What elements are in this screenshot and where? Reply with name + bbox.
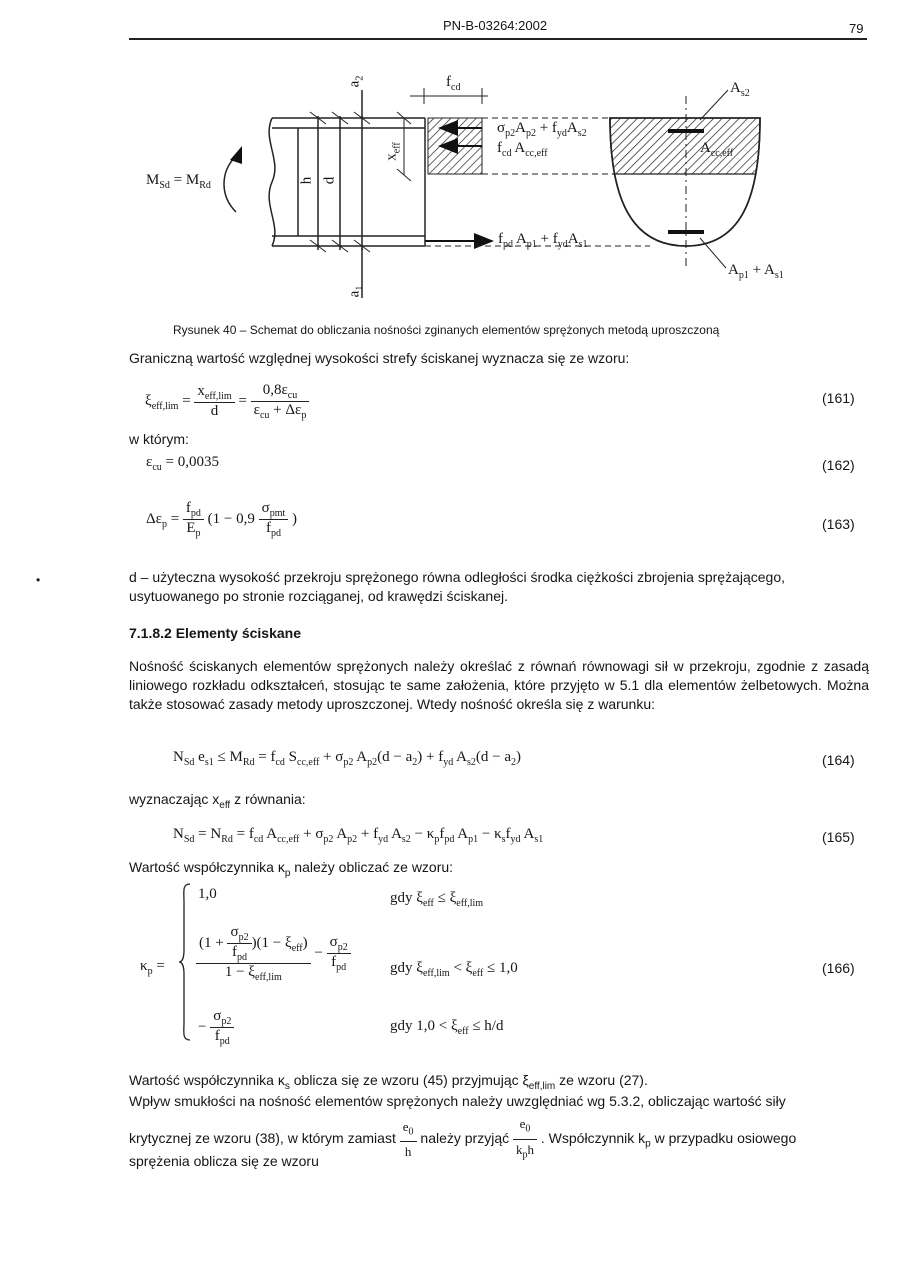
- figure-caption: Rysunek 40 – Schemat do obliczania nośności zginanych elementów sprężonych metodą uproszczoną: [173, 323, 720, 337]
- eq166-case3-expression: − $\frac{\sigma_{p2}}{f_{pd}}$: [198, 1008, 234, 1047]
- eq166-case1-condition: gdy $\xi_{eff} \le \xi_{eff,lim}$: [390, 890, 484, 909]
- paragraph-6-line-3: sprężenia oblicza się ze wzoru: [129, 1153, 319, 1169]
- page-header-title: PN-B-03264:2002: [443, 18, 548, 33]
- label-as2: $A_{s2}$: [730, 80, 750, 99]
- label-a1: $a_1$: [346, 285, 366, 298]
- label-acceff: $A_{cc,eff}$: [700, 140, 734, 159]
- label-xeff: $x_{eff}$: [383, 142, 403, 161]
- equation-162: $\varepsilon_{cu} = 0,0035$: [146, 454, 219, 473]
- equation-164-number: (164): [822, 752, 855, 768]
- label-force-top2: $f_{cd}$ $A_{cc,eff}$: [497, 140, 548, 159]
- eq166-case1-value: 1,0: [198, 886, 217, 902]
- section-heading: 7.1.8.2 Elementy ściskane: [129, 625, 301, 641]
- label-fcd: $f_{cd}$: [446, 74, 461, 93]
- moment-arrow: [224, 156, 236, 212]
- paragraph-3: wyznaczając $x_{eff}$ z równania:: [129, 791, 306, 811]
- eq166-case2-condition: gdy $\xi_{eff,lim} < \xi_{eff} \le 1,0$: [390, 960, 518, 979]
- w-ktorym: w którym:: [129, 431, 189, 447]
- cross-section: [610, 90, 760, 270]
- equation-161-number: (161): [822, 390, 855, 406]
- equation-162-number: (162): [822, 457, 855, 473]
- paragraph-6-line-1: Wpływ smukłości na nośność elementów sprężonych należy uwzględniać wg 5.3.2, obliczając wartość siły: [129, 1093, 786, 1109]
- eq166-lhs: $\kappa_p$ =: [140, 958, 165, 977]
- label-force-top1: $\sigma_{p2}A_{p2} + f_{yd}A_{s2}$: [497, 120, 587, 139]
- margin-bullet: •: [36, 573, 41, 587]
- equation-161: $\xi_{eff,lim}$ = $\frac{x_{eff,lim}}{d}$ = $\frac{0,8\varepsilon_{cu}}{\varepsilon_{cu} + \Delta\varepsilon_p}$: [145, 382, 309, 421]
- equation-163-number: (163): [822, 516, 855, 532]
- eq166-case2-expression: (1 + $\frac{\sigma_{p2}}{f_{pd}}$ )$(1 - \xi_{eff})$ $1 - \xi_{eff,lim}$ − $\frac{\sigma_{p2}}{f_{pd}}$: [196, 924, 351, 983]
- figure-drawing: [0, 0, 923, 320]
- paragraph-4: Wartość współczynnika $\kappa_p$ należy obliczać ze wzoru:: [129, 859, 454, 879]
- label-ap1-as1: $A_{p1} + A_{s1}$: [728, 262, 784, 281]
- definition-d: d – użyteczna wysokość przekroju sprężonego równa odległości środka ciężkości zbrojenia sprężającego, usytuowanego po stronie rozciąganej, od krawędzi ściskanej.: [129, 569, 786, 604]
- page-number: 79: [849, 21, 864, 36]
- eq166-brace: [178, 882, 192, 1042]
- equation-164: $N_{Sd}$ $e_{s1} \le M_{Rd} = f_{cd}$ $S_{cc,eff} + \sigma_{p2}$ $A_{p2}(d - a_2) + f_{yd}$ $A_{s2}(d - a_2)$: [173, 749, 521, 768]
- label-force-bottom: $f_{pd}$ $A_{p1} + f_{yd}A_{s1}$: [498, 231, 588, 250]
- paragraph-1: Graniczną wartość względnej wysokości strefy ściskanej wyznacza się ze wzoru:: [129, 350, 630, 366]
- label-h: h: [298, 176, 315, 185]
- paragraph-5: Wartość współczynnika $\kappa_s$ oblicza się ze wzoru (45) przyjmując $\xi_{eff,lim}$ ze wzoru (27).: [129, 1072, 648, 1092]
- paragraph-6-line-2: krytycznej ze wzoru (38), w którym zamiast $\frac{e_0}{h}$ należy przyjąć $\frac{e_0}{k_ph}$ . Współczynnik $k_p$ w przypadku osiowego: [129, 1116, 797, 1161]
- equation-165-number: (165): [822, 829, 855, 845]
- equation-166: [140, 880, 900, 1050]
- label-a2: $a_2$: [346, 75, 366, 88]
- eq166-case3-condition: gdy $1,0 < \xi_{eff} \le h/d$: [390, 1018, 504, 1037]
- label-d: d: [321, 176, 338, 185]
- label-moment: $M_{Sd} = M_{Rd}$: [146, 172, 211, 191]
- equation-166-number: (166): [822, 960, 855, 976]
- figure-40: [0, 0, 923, 320]
- equation-163: $\Delta\varepsilon_p$ = $\frac{f_{pd}}{E_p}$ (1 − 0,9 $\frac{\sigma_{pmt}}{f_{pd}}$ ): [146, 500, 298, 539]
- equation-165: $N_{Sd} = N_{Rd} = f_{cd}$ $A_{cc,eff} + \sigma_{p2}$ $A_{p2} + f_{yd}$ $A_{s2} - \kappa_pf_{pd}$ $A_{p1} - \kappa_sf_{yd}$ $A_{s1}$: [173, 826, 544, 845]
- paragraph-2: Nośność ściskanych elementów sprężonych należy określać z równań równowagi sił w przekroju, zgodnie z zasadą liniowego rozkładu odkształceń, stosując te same założenia, które przyjęto w 5.1 dla elementów żelbetowych. Można także stosować zasady metody uproszczonej. Wtedy nośność określa się z warunku:: [129, 658, 869, 712]
